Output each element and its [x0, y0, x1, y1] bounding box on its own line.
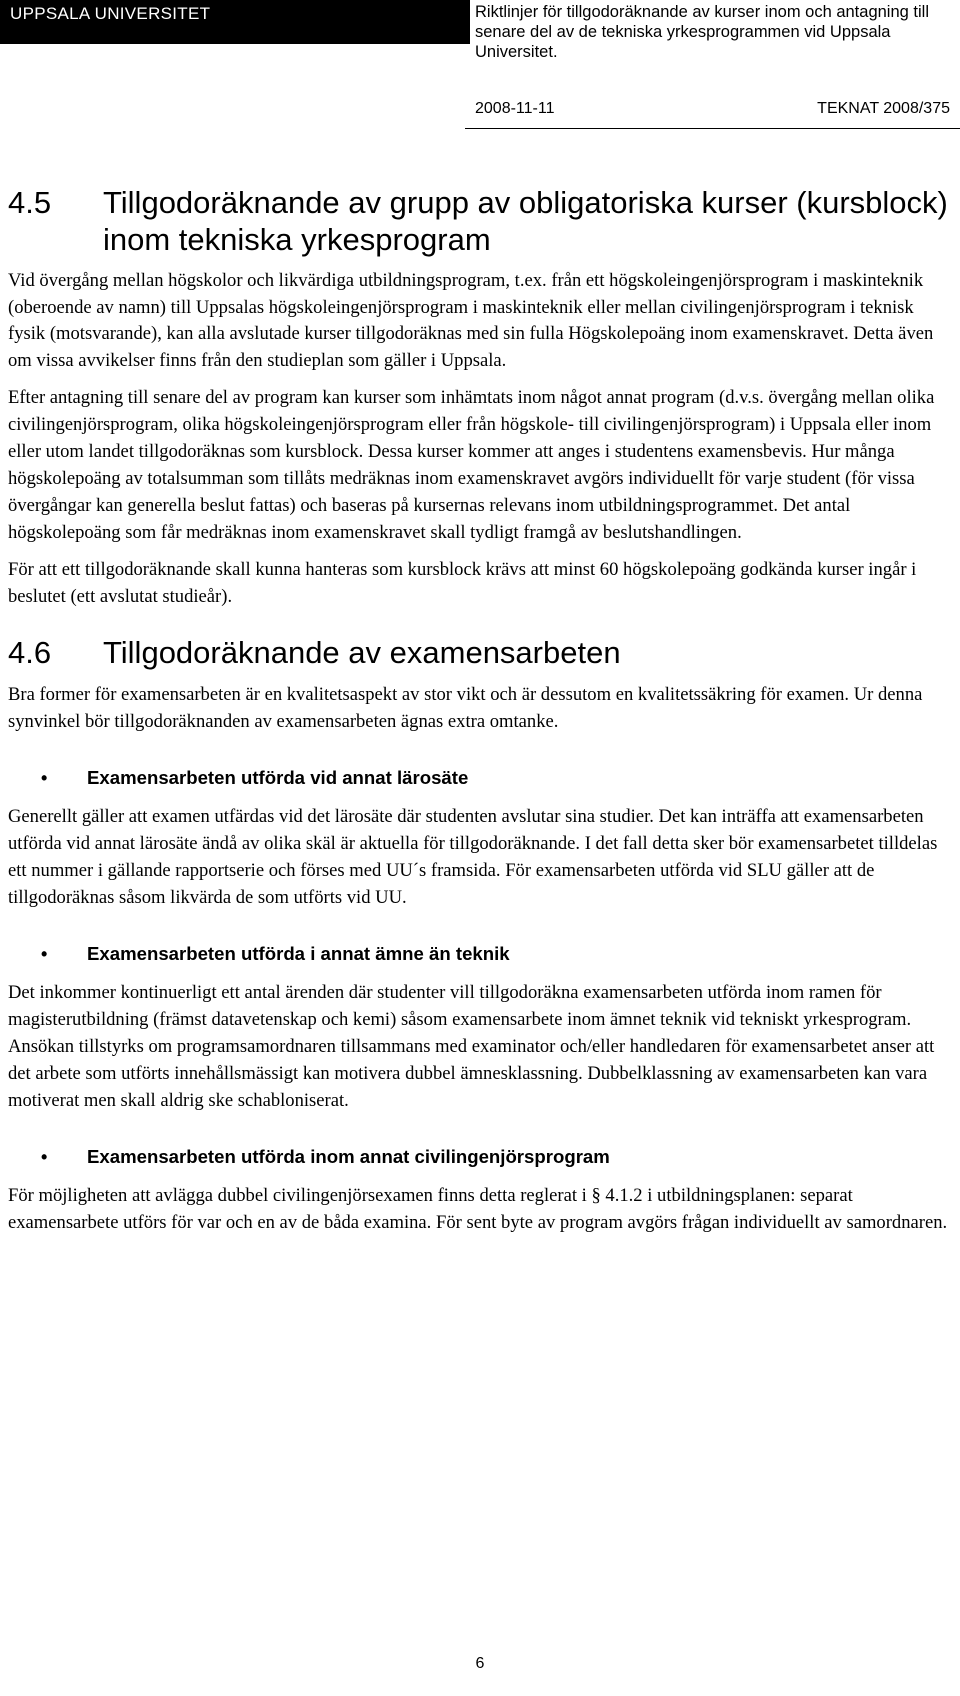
subsection-heading [8, 941, 952, 967]
document-reference: TEKNAT 2008/375 [817, 100, 950, 117]
section-title: Tillgodoräknande av grupp av obligatoriska kurser (kursblock) inom tekniska yrkesprogram [103, 185, 948, 257]
university-name: UPPSALA UNIVERSITET [10, 4, 211, 23]
bullet-icon: • [41, 944, 48, 964]
paragraph: Generellt gäller att examen utfärdas vid det lärosäte där studenten avslutar sina studier. Det kan inträffa att examensarbeten utförda vid annat lärosäte ändå av olika skäl är aktuella för tillgodoräknande. I det fall detta sker bör examensarbetet tilldelas ett nummer i gällande rapportserie och förses med UU´s framsida. För examensarbeten utförda vid SLU gäller att de tillgodoräknas såsom likvärda de som utförts vid UU. [8, 806, 938, 908]
section-intro: Bra former för examensarbeten är en kvalitetsaspekt av stor vikt och är dessutom en kvalitetssäkring för examen. Ur denna synvinkel bör tillgodoräknanden av examensarbeten ägnas extra omtanke. [8, 684, 923, 732]
bullet-icon: • [41, 1147, 48, 1167]
paragraph: För att ett tillgodoräknande skall kunna hanteras som kursblock krävs att minst 60 högskolepoäng godkända kurser ingår i beslutet (ett avslutat studieår). [8, 559, 917, 607]
document-date: 2008-11-11 [475, 100, 555, 117]
paragraph: Det inkommer kontinuerligt ett antal ärenden där studenter vill tillgodoräkna examensarbeten utförda inom ramen för magisterutbildning (främst datavetenskap och kemi) såsom examensarbete inom ämnet teknik vid tekniskt yrkesprogram. Ansökan tillstyrks om programsamordnaren tillsammans med examinator och/eller handledaren för examensarbetet anser att det arbete som utförts innehållsmässigt kan motivera dubbel ämnesklassning. Dubbelklassning av examensarbeten kan vara motiverat men skall aldrig ske schabloniserat. [8, 982, 935, 1111]
subsection-title: Examensarbeten utförda inom annat civilingenjörsprogram [87, 1146, 610, 1167]
document-title: Riktlinjer för tillgodoräknande av kurser inom och antagning till senare del av de tekniska yrkesprogrammen vid Uppsala Universitet. [475, 3, 929, 61]
page-header [0, 0, 960, 135]
paragraph: För möjligheten att avlägga dubbel civilingenjörsexamen finns detta reglerat i § 4.1.2 i utbildningsplanen: separat examensarbete utförs för var och en av de båda examina. För sent byte av program avgörs frågan individuellt av samordnaren. [8, 1185, 948, 1233]
header-org-band [0, 0, 470, 44]
section-number: 4.5 [8, 185, 52, 220]
section-heading-4-6 [8, 634, 952, 671]
section-number: 4.6 [8, 635, 52, 670]
subsection-title: Examensarbeten utförda vid annat lärosäte [87, 767, 469, 788]
bullet-icon: • [41, 768, 48, 788]
subsection-title: Examensarbeten utförda i annat ämne än teknik [87, 943, 510, 964]
document-body [8, 178, 952, 1246]
header-divider [465, 128, 960, 129]
section-heading-4-5 [8, 184, 952, 258]
subsection-heading [8, 765, 952, 791]
paragraph: Efter antagning till senare del av program kan kurser som inhämtats inom något annat program (d.v.s. övergång mellan olika civilingenjörsprogram, olika högskoleingenjörsprogram eller från högskole- till civilingenjörsprogram) i Uppsala eller inom eller utom landet tillgodoräknas som kursblock. Dessa kurser kommer att anges i studentens examensbevis. Hur många högskolepoäng av totalsumman som tillåts medräknas inom examenskravet avgörs individuellt för varje student (för vissa övergångar kan generella beslut fattas) och baseras på kursernas relevans inom utbildningsprogrammet. Det antal högskolepoäng som får medräknas inom examenskravet skall tydligt framgå av beslutshandlingen. [8, 387, 935, 543]
page-number: 6 [475, 1655, 485, 1672]
subsection-heading [8, 1144, 952, 1170]
paragraph: Vid övergång mellan högskolor och likvärdiga utbildningsprogram, t.ex. från ett högskoleingenjörsprogram i maskinteknik (oberoende av namn) till Uppsalas högskoleingenjörsprogram i maskinteknik eller mellan civilingenjörsprogram i teknisk fysik (motsvarande), kan alla avslutade kurser tillgodoräknas med sin fulla Högskolepoäng inom examenskravet. Detta även om vissa avvikelser finns från den studieplan som gäller i Uppsala. [8, 270, 934, 371]
section-title: Tillgodoräknande av examensarbeten [103, 635, 621, 670]
